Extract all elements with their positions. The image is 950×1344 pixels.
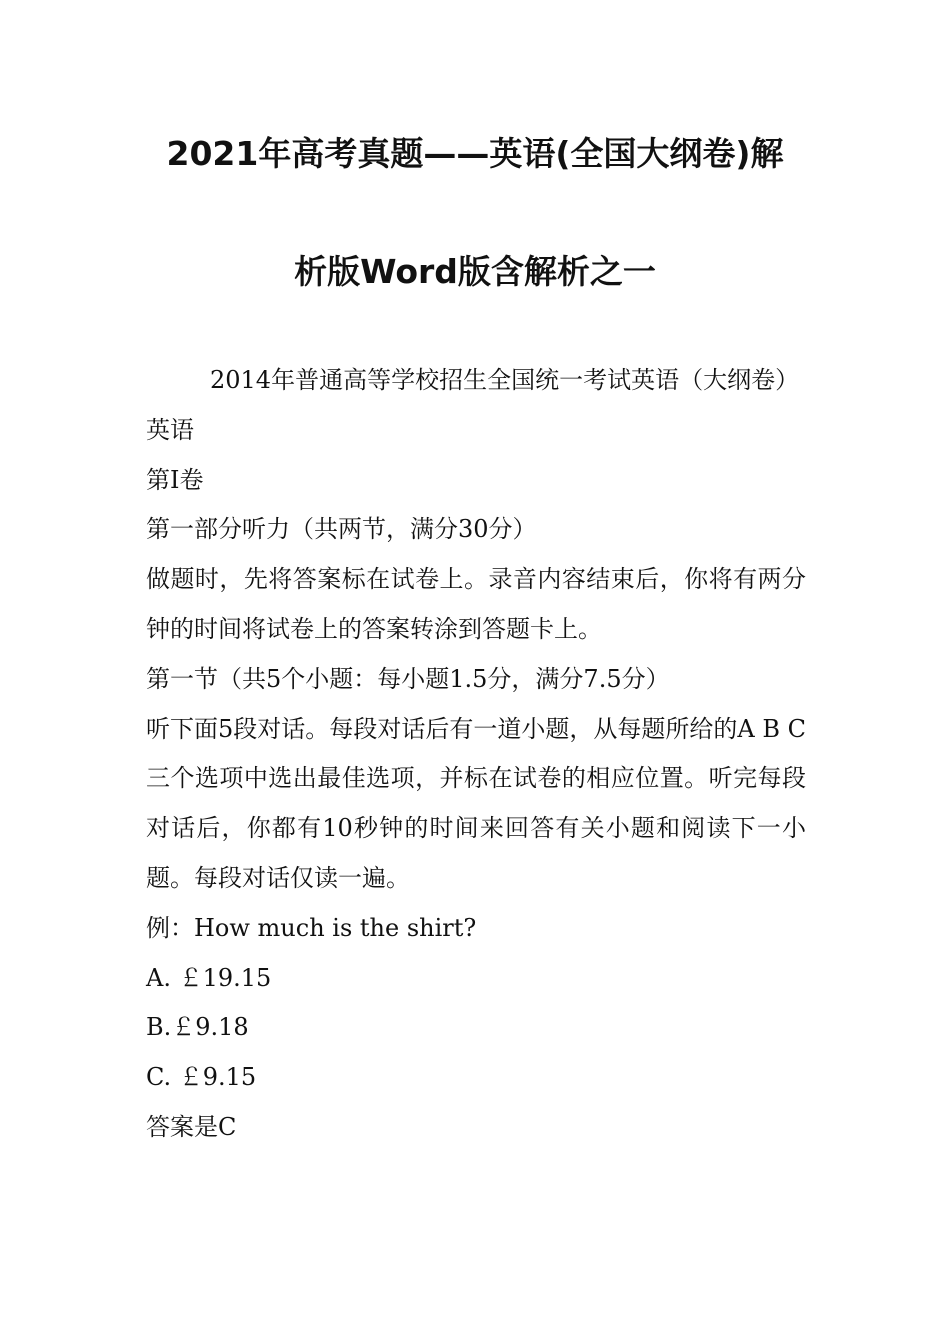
instructions-paragraph: 做题时，先将答案标在试卷上。录音内容结束后，你将有两分钟的时间将试卷上的答案转涂到答题卡上。 <box>146 565 806 643</box>
section-one-heading: 第一节（共5个小题：每小题1.5分，满分7.5分） <box>146 664 670 693</box>
listening-instructions-paragraph: 听下面5段对话。每段对话后有一道小题，从每题所给的A B C三个选项中选出最佳选项，并标在试卷的相应位置。听完每段对话后，你都有10秒钟的时间来回答有关小题和阅读下一小题。每段对话仅读一遍。 <box>146 714 806 892</box>
document-body <box>146 356 806 1153</box>
example-option-a: A. ￡19.15 <box>146 963 272 992</box>
example-option-c: C. ￡9.15 <box>146 1063 257 1092</box>
subject-label: 英语 <box>146 415 194 444</box>
example-answer: 答案是C <box>146 1112 237 1141</box>
example-question: 例：How much is the shirt? <box>146 913 477 942</box>
exam-heading-paragraph: 2014年普通高等学校招生全国统一考试英语（大纲卷） <box>210 366 800 394</box>
example-option-b: B.￡9.18 <box>146 1013 249 1042</box>
document-title-line-2: 析版Word版含解析之一 <box>294 252 656 291</box>
part-one-heading: 第一部分听力（共两节，满分30分） <box>146 515 537 544</box>
document-title-line-1: 2021年高考真题——英语(全国大纲卷)解 <box>166 134 784 173</box>
volume-label: 第Ⅰ卷 <box>146 465 204 494</box>
